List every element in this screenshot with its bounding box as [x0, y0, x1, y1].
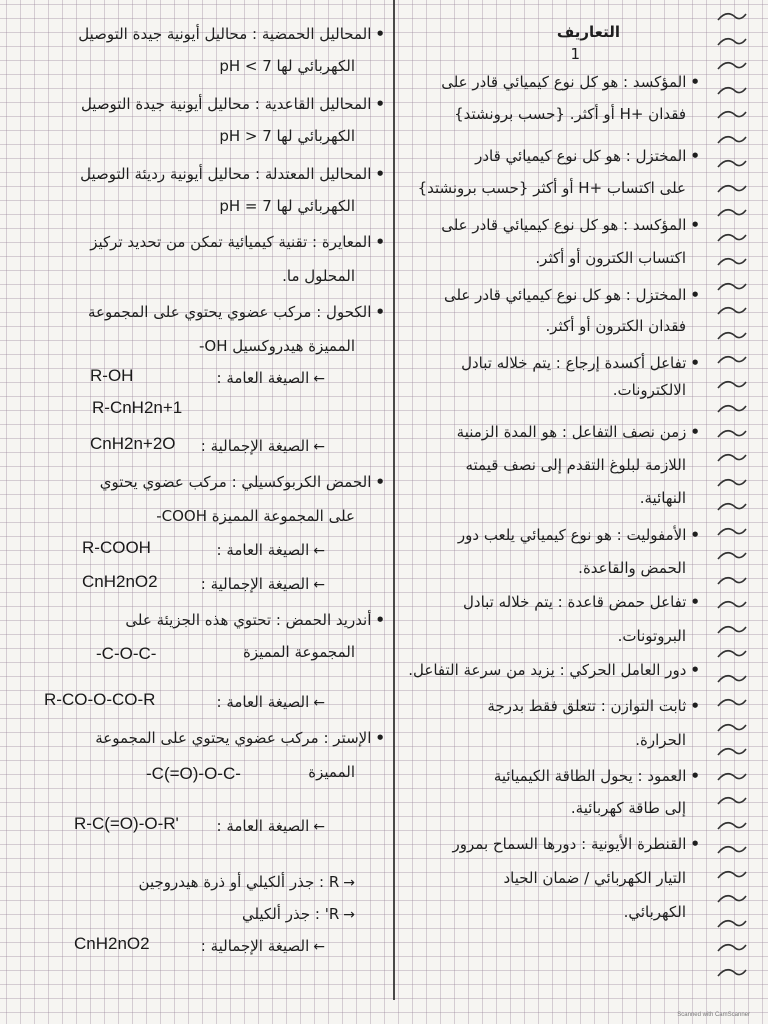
anhydride-general-formula-label: ←الصيغة العامة :: [216, 693, 325, 711]
spiral-ring: [712, 106, 752, 124]
def-neutral-solutions-cont: الكهربائي لها pH = 7: [219, 197, 355, 215]
def-salt-bridge-cont2: الكهربائي.: [623, 903, 686, 921]
def-oxidant-1-cont: فقدان +H أو أكثر. {حسب برونشتد}: [454, 105, 686, 123]
def-ester-cont: المميزة: [308, 763, 355, 781]
def-cell: •العمود : يحول الطاقة الكيميائية: [493, 767, 700, 785]
ester-r-note: →R : جذر ألكيلي أو ذرة هيدروجين: [138, 873, 355, 891]
spiral-ring: [712, 547, 752, 565]
spiral-ring: [712, 768, 752, 786]
acid-molecular-formula-label: ←الصيغة الإجمالية :: [200, 575, 325, 593]
def-alcohol-cont: المميزة هيدروكسيل OH-: [198, 337, 355, 355]
def-catalyst: •دور العامل الحركي : يزيد من سرعة التفاعل.: [408, 661, 700, 679]
def-equilibrium-constant-cont: الحرارة.: [635, 731, 686, 749]
formula-acid-general: R-COOH: [82, 538, 151, 557]
spiral-ring: [712, 180, 752, 198]
def-salt-bridge-cont: التيار الكهربائي / ضمان الحياد: [503, 869, 686, 887]
spiral-ring: [712, 792, 752, 810]
def-cell-cont: إلى طاقة كهربائية.: [570, 799, 686, 817]
spiral-ring: [712, 743, 752, 761]
formula-ester-molecular: CnH2nO2: [74, 934, 150, 953]
spiral-ring: [712, 425, 752, 443]
page-mark: 1: [570, 45, 580, 63]
def-redox-cont: الالكترونات.: [612, 381, 686, 399]
def-reductant-2: •المختزل : هو كل نوع كيميائي قادر على: [443, 286, 700, 304]
def-titration-cont: المحلول ما.: [282, 267, 355, 285]
spiral-ring: [712, 229, 752, 247]
formula-ester-group: -C(=O)-O-C-: [146, 764, 241, 783]
spiral-ring: [712, 523, 752, 541]
def-carboxylic-acid: •الحمض الكربوكسيلي : مركب عضوي يحتوي: [99, 473, 385, 491]
spiral-ring: [712, 204, 752, 222]
def-acidic-solutions-cont: الكهربائي لها pH < 7: [219, 57, 355, 75]
def-basic-solutions: •المحاليل القاعدية : محاليل أيونية جيدة التوصيل: [80, 95, 385, 113]
column-divider: [393, 0, 395, 1000]
def-oxidant-2: •المؤكسد : هو كل نوع كيميائي قادر على: [441, 216, 700, 234]
acid-general-formula-label: ←الصيغة العامة :: [216, 541, 325, 559]
spiral-ring: [712, 890, 752, 908]
def-ampholyte: •الأمفوليت : هو نوع كيميائي يلعب دور: [457, 526, 700, 544]
def-basic-solutions-cont: الكهربائي لها pH > 7: [219, 127, 355, 145]
def-reductant-1-cont: على اكتساب +H أو أكثر {حسب برونشتد}: [417, 179, 686, 197]
spiral-ring: [712, 376, 752, 394]
formula-anhydride-group: -C-O-C-: [96, 644, 157, 663]
def-ester: •الإستر : مركب عضوي يحتوي على المجموعة: [95, 729, 385, 747]
def-oxidant-1: •المؤكسد : هو كل نوع كيميائي قادر على: [441, 73, 700, 91]
def-redox: •تفاعل أكسدة إرجاع : يتم خلاله تبادل: [461, 354, 700, 372]
spiral-ring: [712, 327, 752, 345]
spiral-ring: [712, 572, 752, 590]
def-reductant-2-cont: فقدان الكترون أو أكثر.: [545, 317, 686, 335]
spiral-ring: [712, 449, 752, 467]
scanner-footer: Scanned with CamScanner: [677, 1012, 750, 1018]
def-acid-base: •تفاعل حمض قاعدة : يتم خلاله تبادل: [462, 593, 700, 611]
def-acid-anhydride-cont: المجموعة المميزة: [242, 643, 355, 661]
alcohol-molecular-formula-label: ←الصيغة الإجمالية :: [200, 437, 325, 455]
spiral-ring: [712, 302, 752, 320]
def-half-life-cont: اللازمة لبلوغ التقدم إلى نصف قيمته: [465, 456, 686, 474]
alcohol-general-formula-label: ←الصيغة العامة :: [216, 369, 325, 387]
spiral-ring: [712, 670, 752, 688]
def-half-life: •زمن نصف التفاعل : هو المدة الزمنية: [456, 423, 700, 441]
spiral-ring: [712, 596, 752, 614]
spiral-ring: [712, 939, 752, 957]
def-oxidant-2-cont: اكتساب الكترون أو أكثر.: [535, 249, 686, 267]
spiral-ring: [712, 645, 752, 663]
def-reductant-1: •المختزل : هو كل نوع كيميائي قادر: [475, 147, 700, 165]
spiral-ring: [712, 351, 752, 369]
def-neutral-solutions: •المحاليل المعتدلة : محاليل أيونية رديئة التوصيل: [80, 165, 385, 183]
def-equilibrium-constant: •ثابت التوازن : تتعلق فقط بدرجة: [487, 697, 700, 715]
def-carboxylic-acid-cont: على المجموعة المميزة COOH-: [156, 507, 355, 525]
formula-alcohol-general: R-OH: [90, 366, 134, 385]
spiral-ring: [712, 841, 752, 859]
def-alcohol: •الكحول : مركب عضوي يحتوي على المجموعة: [87, 303, 385, 321]
def-titration: •المعايرة : تقنية كيميائية تمكن من تحديد تركيز: [90, 233, 385, 251]
def-half-life-cont2: النهائية.: [639, 489, 686, 507]
formula-acid-molecular: CnH2nO2: [82, 572, 158, 591]
def-salt-bridge: •القنطرة الأيونية : دورها السماح بمرور: [452, 835, 700, 853]
ester-general-formula-label: ←الصيغة العامة :: [216, 817, 325, 835]
def-ampholyte-cont: الحمض والقاعدة.: [578, 559, 686, 577]
spiral-ring: [712, 817, 752, 835]
spiral-ring: [712, 253, 752, 271]
spiral-ring: [712, 8, 752, 26]
ester-r-prime-note: →R' : جذر ألكيلي: [241, 905, 355, 923]
def-acidic-solutions: •المحاليل الحمضية : محاليل أيونية جيدة التوصيل: [78, 25, 385, 43]
spiral-ring: [712, 719, 752, 737]
spiral-ring: [712, 155, 752, 173]
section-title: التعاريف: [556, 23, 620, 41]
formula-anhydride-general: R-CO-O-CO-R: [44, 690, 156, 709]
spiral-ring: [712, 964, 752, 982]
formula-alcohol-molecular: CnH2n+2O: [90, 434, 176, 453]
spiral-ring: [712, 57, 752, 75]
formula-ester-general: R-C(=O)-O-R': [74, 814, 179, 833]
def-acid-base-cont: البروتونات.: [617, 627, 686, 645]
formula-alcohol-general-alt: R-CnH2n+1: [92, 398, 183, 417]
def-acid-anhydride: •أندريد الحمض : تحتوي هذه الجزيئة على: [125, 611, 385, 629]
ester-molecular-formula-label: ←الصيغة الإجمالية :: [200, 937, 325, 955]
spiral-ring: [712, 278, 752, 296]
spiral-ring: [712, 694, 752, 712]
spiral-ring: [712, 498, 752, 516]
spiral-ring: [712, 33, 752, 51]
spiral-ring: [712, 400, 752, 418]
spiral-ring: [712, 474, 752, 492]
spiral-ring: [712, 915, 752, 933]
spiral-ring: [712, 131, 752, 149]
spiral-ring: [712, 866, 752, 884]
spiral-ring: [712, 82, 752, 100]
spiral-ring: [712, 621, 752, 639]
